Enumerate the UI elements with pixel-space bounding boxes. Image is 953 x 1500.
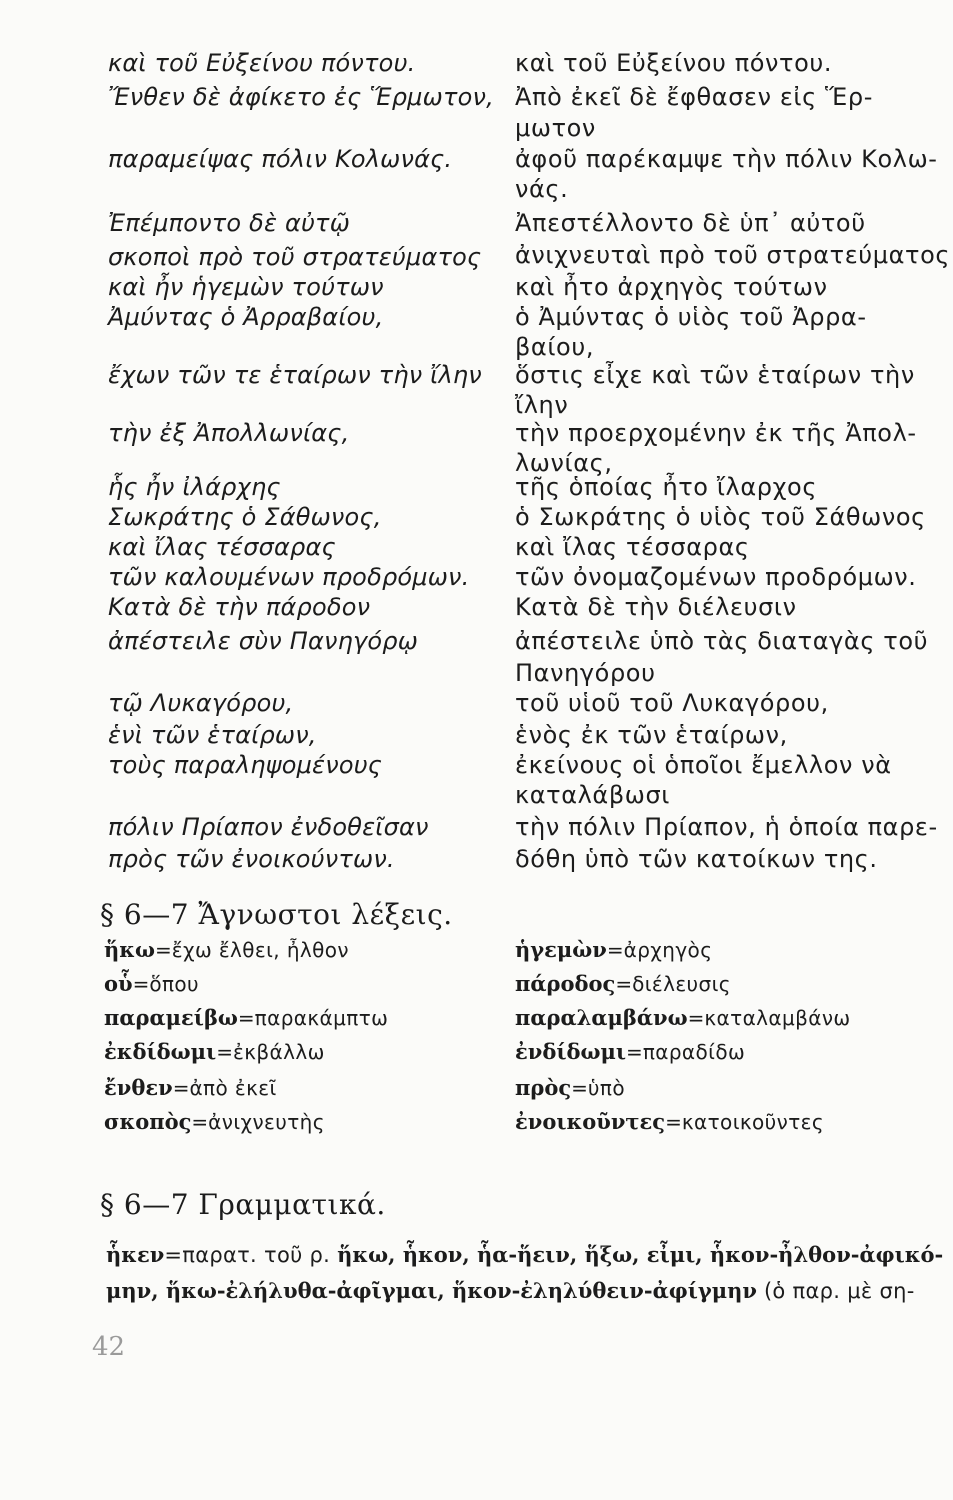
vocabulary-entry bbox=[104, 1108, 325, 1136]
ancient-text-line: καὶ τοῦ Εὐξείνου πόντου. bbox=[108, 49, 416, 77]
vocabulary-definition: κατοικοῦντες bbox=[681, 1110, 825, 1134]
equals-sign: = bbox=[216, 1040, 233, 1064]
equals-sign: = bbox=[687, 1006, 705, 1030]
equals-sign: = bbox=[615, 972, 633, 996]
vocabulary-entry bbox=[515, 1074, 625, 1102]
ancient-text-line: Σωκράτης ὁ Σάθωνος, bbox=[108, 503, 382, 531]
translation-line: τὴν πόλιν Πρίαπον, ἡ ὁποία παρε- bbox=[515, 813, 938, 841]
equals-sign: = bbox=[132, 972, 150, 996]
translation-line: νάς. bbox=[515, 175, 569, 203]
vocabulary-term: ἐνοικοῦντες bbox=[515, 1109, 666, 1134]
vocabulary-entry bbox=[104, 1004, 388, 1032]
translation-line: ἐκείνους οἱ ὁποῖοι ἔμελλον νὰ bbox=[515, 751, 892, 779]
ancient-text-line: ἀπέστειλε σὺν Πανηγόρῳ bbox=[108, 627, 419, 655]
equals-sign: = bbox=[665, 1110, 682, 1134]
grammar-forms: ἥκω, ἧκον, ἧα-ἥειν, ἥξω, εἶμι, ἧκον-ἦλθον-ἀφικό- bbox=[337, 1242, 944, 1267]
translation-line: καταλάβωσι bbox=[515, 781, 671, 809]
translation-line: ἀνιχνευταὶ πρὸ τοῦ στρατεύματος bbox=[515, 241, 951, 269]
ancient-text-line: παραμείψας πόλιν Κολωνάς. bbox=[108, 145, 453, 173]
translation-line: ἴλην bbox=[515, 391, 569, 419]
vocabulary-term: ἐνδίδωμι bbox=[515, 1039, 627, 1064]
vocabulary-entry bbox=[515, 970, 731, 998]
grammar-heading: § 6—7 Γραμματικά. bbox=[100, 1188, 386, 1221]
translation-line: ἀφοῦ παρέκαμψε τὴν πόλιν Κολω- bbox=[515, 145, 938, 173]
vocabulary-entry bbox=[515, 1108, 824, 1136]
grammar-forms-continued: μην, ἥκω-ἐλήλυθα-ἀφῖγμαι, ἥκον-ἐληλύθειν-ἀφίγμην bbox=[106, 1278, 757, 1303]
translation-line: καὶ ἴλας τέσσαρας bbox=[515, 533, 750, 561]
vocabulary-definition: ἔχω ἔλθει, ἦλθον bbox=[171, 938, 349, 962]
ancient-text-line: Κατὰ δὲ τὴν πάροδον bbox=[108, 593, 371, 621]
vocabulary-definition: ὅπου bbox=[149, 972, 200, 996]
equals-sign: = bbox=[606, 938, 624, 962]
translation-line: ὁ Σωκράτης ὁ υἱὸς τοῦ Σάθωνος bbox=[515, 503, 926, 531]
vocabulary-term: ἐκδίδωμι bbox=[104, 1039, 217, 1064]
grammar-line-2 bbox=[106, 1276, 915, 1306]
vocabulary-term: ἥκω bbox=[104, 937, 156, 962]
translation-line: δόθη ὑπὸ τῶν κατοίκων της. bbox=[515, 845, 878, 873]
vocabulary-definition: ἀρχηγὸς bbox=[623, 938, 713, 962]
page-number: 42 bbox=[92, 1332, 126, 1362]
ancient-text-line: τοὺς παραληψομένους bbox=[108, 751, 383, 779]
translation-line: βαίου, bbox=[515, 333, 595, 361]
translation-line: μωτον bbox=[515, 114, 596, 142]
ancient-text-line: τὴν ἐξ Ἀπολλωνίας, bbox=[108, 419, 350, 447]
vocabulary-entry bbox=[104, 1074, 277, 1102]
vocabulary-definition: διέλευσις bbox=[632, 972, 731, 996]
vocabulary-term: πρὸς bbox=[515, 1075, 572, 1100]
vocabulary-entry bbox=[515, 1038, 745, 1066]
vocabulary-term: παραλαμβάνω bbox=[515, 1005, 688, 1030]
translation-line: Ἀπὸ ἐκεῖ δὲ ἔφθασεν εἰς Ἕρ- bbox=[515, 83, 874, 111]
ancient-text-line: Ἐπέμποντο δὲ αὐτῷ bbox=[108, 209, 350, 237]
equals-sign: = bbox=[626, 1040, 643, 1064]
grammar-note: =παρατ. τοῦ ρ. bbox=[164, 1243, 338, 1267]
translation-line: ὅστις εἶχε καὶ τῶν ἑταίρων τὴν bbox=[515, 361, 915, 389]
ancient-text-line: τῷ Λυκαγόρου, bbox=[108, 689, 294, 717]
translation-line: τῆς ὁποίας ἦτο ἴλαρχος bbox=[515, 473, 818, 501]
ancient-text-line: καὶ ἦν ἡγεμὼν τούτων bbox=[108, 273, 384, 301]
translation-line: Κατὰ δὲ τὴν διέλευσιν bbox=[515, 593, 797, 621]
vocabulary-definition: παραδίδω bbox=[642, 1040, 746, 1064]
equals-sign: = bbox=[172, 1076, 190, 1100]
translation-line: Ἀπεστέλλοντο δὲ ὑπ᾽ αὐτοῦ bbox=[515, 209, 866, 237]
translation-line: καὶ ἦτο ἀρχηγὸς τούτων bbox=[515, 273, 828, 301]
vocabulary-term: ἔνθεν bbox=[104, 1075, 173, 1100]
translation-line: τὴν προερχομένην ἐκ τῆς Ἀπολ- bbox=[515, 419, 917, 447]
translation-line: ἑνὸς ἐκ τῶν ἑταίρων, bbox=[515, 721, 788, 749]
ancient-text-line: πρὸς τῶν ἐνοικούντων. bbox=[108, 845, 395, 873]
equals-sign: = bbox=[571, 1076, 588, 1100]
vocabulary-term: οὗ bbox=[104, 971, 133, 996]
grammar-line-1 bbox=[106, 1240, 943, 1270]
equals-sign: = bbox=[155, 938, 172, 962]
translation-line: τῶν ὀνομαζομένων προδρόμων. bbox=[515, 563, 917, 591]
vocabulary-definition: ὑπὸ bbox=[587, 1076, 625, 1100]
vocabulary-definition: παρακάμπτω bbox=[254, 1006, 389, 1030]
vocabulary-entry bbox=[515, 936, 712, 964]
grammar-note-continued: (ὁ παρ. μὲ ση- bbox=[756, 1279, 915, 1303]
vocabulary-term: ἡγεμὼν bbox=[515, 937, 607, 962]
translation-line: λωνίας, bbox=[515, 449, 613, 477]
ancient-text-line: Ἔνθεν δὲ ἀφίκετο ἐς Ἕρμωτον, bbox=[108, 83, 494, 111]
vocabulary-entry bbox=[104, 970, 199, 998]
vocabulary-definition: ἀνιχνευτὴς bbox=[208, 1110, 325, 1134]
translation-line: ὁ Ἀμύντας ὁ υἱὸς τοῦ Ἀρρα- bbox=[515, 303, 867, 331]
vocabulary-definition: ἀπὸ ἐκεῖ bbox=[189, 1076, 277, 1100]
ancient-text-line: ἔχων τῶν τε ἑταίρων τὴν ἴλην bbox=[108, 361, 482, 389]
ancient-text-line: ἑνὶ τῶν ἑταίρων, bbox=[108, 721, 317, 749]
ancient-text-line: τῶν καλουμένων προδρόμων. bbox=[108, 563, 470, 591]
vocabulary-entry bbox=[104, 936, 349, 964]
vocabulary-term: πάροδος bbox=[515, 971, 616, 996]
translation-line: Πανηγόρου bbox=[515, 659, 656, 687]
vocabulary-term: σκοπὸς bbox=[104, 1109, 192, 1134]
translation-line: ἀπέστειλε ὑπὸ τὰς διαταγὰς τοῦ bbox=[515, 627, 929, 655]
ancient-text-line: καὶ ἴλας τέσσαρας bbox=[108, 533, 336, 561]
vocabulary-entry bbox=[104, 1038, 325, 1066]
grammar-term: ἧκεν bbox=[106, 1242, 165, 1267]
translation-line: τοῦ υἱοῦ τοῦ Λυκαγόρου, bbox=[515, 689, 829, 717]
vocabulary-heading: § 6—7 Ἄγνωστοι λέξεις. bbox=[100, 898, 453, 931]
vocabulary-definition: καταλαμβάνω bbox=[704, 1006, 851, 1030]
ancient-text-line: ἧς ἦν ἰλάρχης bbox=[108, 473, 281, 501]
vocabulary-term: παραμείβω bbox=[104, 1005, 238, 1030]
ancient-text-line: σκοποὶ πρὸ τοῦ στρατεύματος bbox=[108, 243, 482, 271]
vocabulary-definition: ἐκβάλλω bbox=[232, 1040, 325, 1064]
translation-line: καὶ τοῦ Εὐξείνου πόντου. bbox=[515, 49, 833, 77]
equals-sign: = bbox=[237, 1006, 255, 1030]
ancient-text-line: Ἀμύντας ὁ Ἀρραβαίου, bbox=[108, 303, 384, 331]
vocabulary-entry bbox=[515, 1004, 851, 1032]
ancient-text-line: πόλιν Πρίαπον ἐνδοθεῖσαν bbox=[108, 813, 429, 841]
equals-sign: = bbox=[191, 1110, 209, 1134]
